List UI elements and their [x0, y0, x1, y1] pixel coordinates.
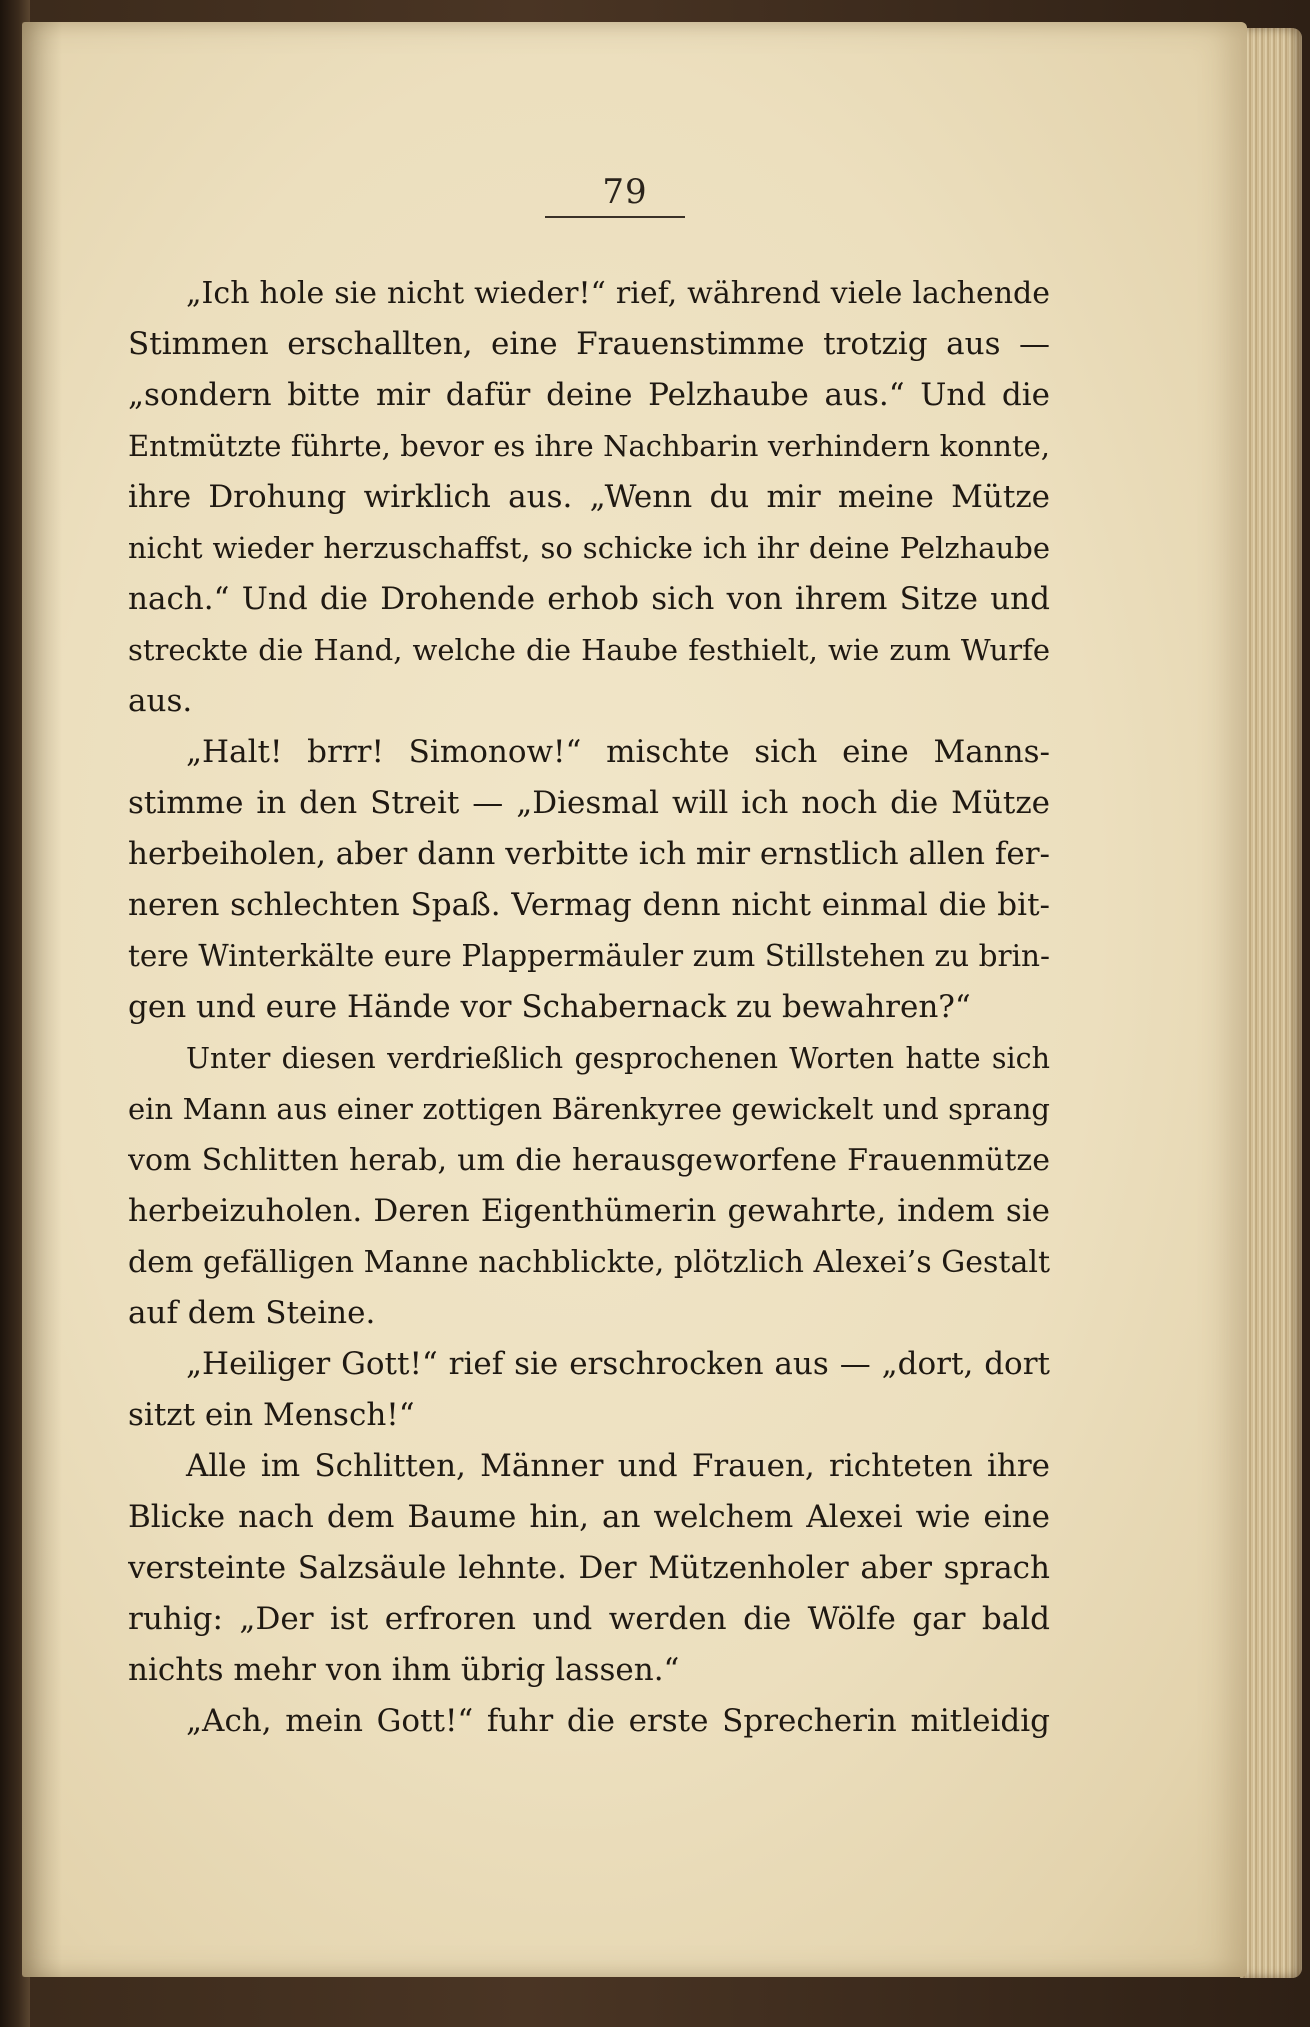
text-line: nicht wieder herzuschaffst, so schicke ich ihr deine Pelzhaube [128, 531, 1050, 565]
body-text [128, 268, 1050, 1747]
text-line: tere Winterkälte eure Plappermäuler zum Stillstehen zu brin- [128, 939, 1050, 973]
text-line: nach.“ Und die Drohende erhob sich von ihrem Sitze und [128, 581, 1050, 617]
text-line: „Ich hole sie nicht wieder!“ rief, während viele lachende [186, 276, 1050, 311]
text-line: Blicke nach dem Baume hin, an welchem Alexei wie eine [128, 1499, 1050, 1535]
text-line: aus. [128, 683, 193, 719]
header-rule [545, 216, 685, 218]
text-line: „sondern bitte mir dafür deine Pelzhaube aus.“ Und die [128, 377, 1050, 413]
text-line: gen und eure Hände vor Schabernack zu bewahren?“ [128, 989, 971, 1025]
text-line: Unter diesen verdrießlich gesprochenen Worten hatte sich [186, 1042, 1050, 1075]
text-line: „Heiliger Gott!“ rief sie erschrocken aus — „dort, dort [186, 1346, 1050, 1382]
text-line: auf dem Steine. [128, 1295, 376, 1331]
text-line: stimme in den Streit — „Diesmal will ich noch die Mütze [128, 785, 1050, 821]
text-line: „Halt! brrr! Simonow!“ mischte sich eine Manns- [186, 734, 1050, 770]
text-line: ruhig: „Der ist erfroren und werden die Wölfe gar bald [128, 1601, 1050, 1637]
text-line: herbeiholen, aber dann verbitte ich mir ernstlich allen fer- [128, 836, 1050, 872]
text-line: Entmützte führte, bevor es ihre Nachbarin verhindern konnte, [128, 429, 1050, 463]
text-line: „Ach, mein Gott!“ fuhr die erste Sprecherin mitleidig [186, 1703, 1050, 1739]
text-line: neren schlechten Spaß. Vermag denn nicht einmal die bit- [128, 887, 1050, 923]
text-line: Stimmen erschallten, eine Frauenstimme trotzig aus — [128, 326, 1050, 362]
gutter-shadow [22, 22, 62, 1977]
page-number: 79 [602, 172, 648, 212]
text-line: ihre Drohung wirklich aus. „Wenn du mir meine Mütze [128, 479, 1050, 515]
text-line: Alle im Schlitten, Männer und Frauen, richteten ihre [186, 1448, 1050, 1484]
text-line: versteinte Salzsäule lehnte. Der Mützenholer aber sprach [128, 1550, 1050, 1586]
page-edges [1240, 28, 1302, 1978]
text-line: nichts mehr von ihm übrig lassen.“ [128, 1652, 680, 1688]
text-line: sitzt ein Mensch!“ [128, 1397, 415, 1433]
text-line: dem gefälligen Manne nachblickte, plötzlich Alexei’s Gestalt [128, 1245, 1050, 1280]
text-line: ein Mann aus einer zottigen Bärenkyree gewickelt und sprang [128, 1092, 1050, 1126]
text-line: vom Schlitten herab, um die herausgeworfene Frauenmütze [128, 1143, 1050, 1178]
text-line: herbeizuholen. Deren Eigenthümerin gewahrte, indem sie [128, 1193, 1050, 1229]
text-line: streckte die Hand, welche die Haube festhielt, wie zum Wurfe [128, 633, 1050, 667]
